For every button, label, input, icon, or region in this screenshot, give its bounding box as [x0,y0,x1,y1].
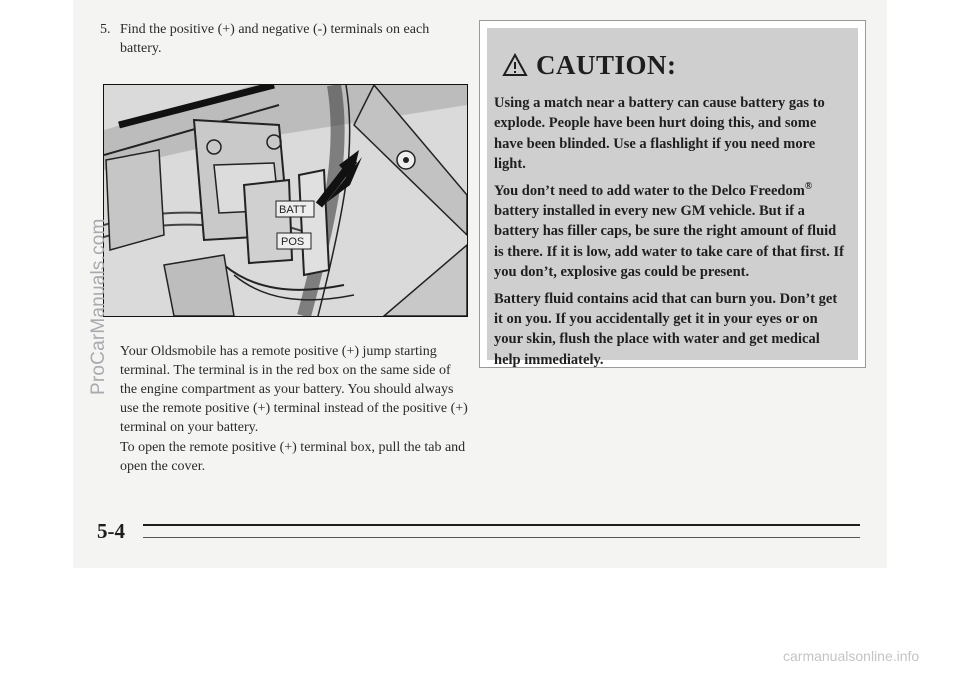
open-terminal-box-paragraph: To open the remote positive (+) terminal box, pull the tab and open the cover. [120,440,466,474]
caution-box [479,20,866,368]
watermark-text: ProCarManuals.com [88,218,109,395]
caution-heading [502,48,677,82]
engine-compartment-drawing [104,85,467,316]
caution-text [494,93,846,376]
site-watermark: carmanualsonline.info [783,648,920,664]
caution-acid-warning: Battery fluid contains acid that can burn you. Don’t get it on you. If you accidentally get it in your eyes or on your skin, flush the place with water and get medical help immediately. [494,290,838,368]
footer-rule-thick [143,524,860,526]
battery-terminal-illustration [103,84,468,317]
warning-triangle-icon [502,53,528,77]
caution-water-warning: You don’t need to add water to the Delco Freedom® battery installed in every new GM vehicle. But if a battery has filler caps, be sure the right amount of fluid is there. If it is low, add water to take care of that first. If you don’t, explosive gas could be present. [494,180,844,281]
footer-rule-thin [143,537,860,538]
registered-mark: ® [804,180,813,192]
batt-label: BATT [279,204,307,216]
step-text: Find the positive (+) and negative (-) terminals on each battery. [120,22,430,56]
pos-label: POS [281,236,305,248]
remote-terminal-paragraph: Your Oldsmobile has a remote positive (+) jump starting terminal. The terminal is in the red box on the same side of the engine compartment as your battery. You should always use the remote positive (+) terminal instead of the positive (+) terminal on your battery. [120,344,468,435]
caution-match-warning: Using a match near a battery can cause battery gas to explode. People have been hurt doing this, and some have been blinded. Use a flashlight if you need more light. [494,95,825,173]
caution-title: CAUTION: [536,49,677,80]
page-number: 5-4 [97,519,125,543]
step-number: 5. [100,22,111,37]
